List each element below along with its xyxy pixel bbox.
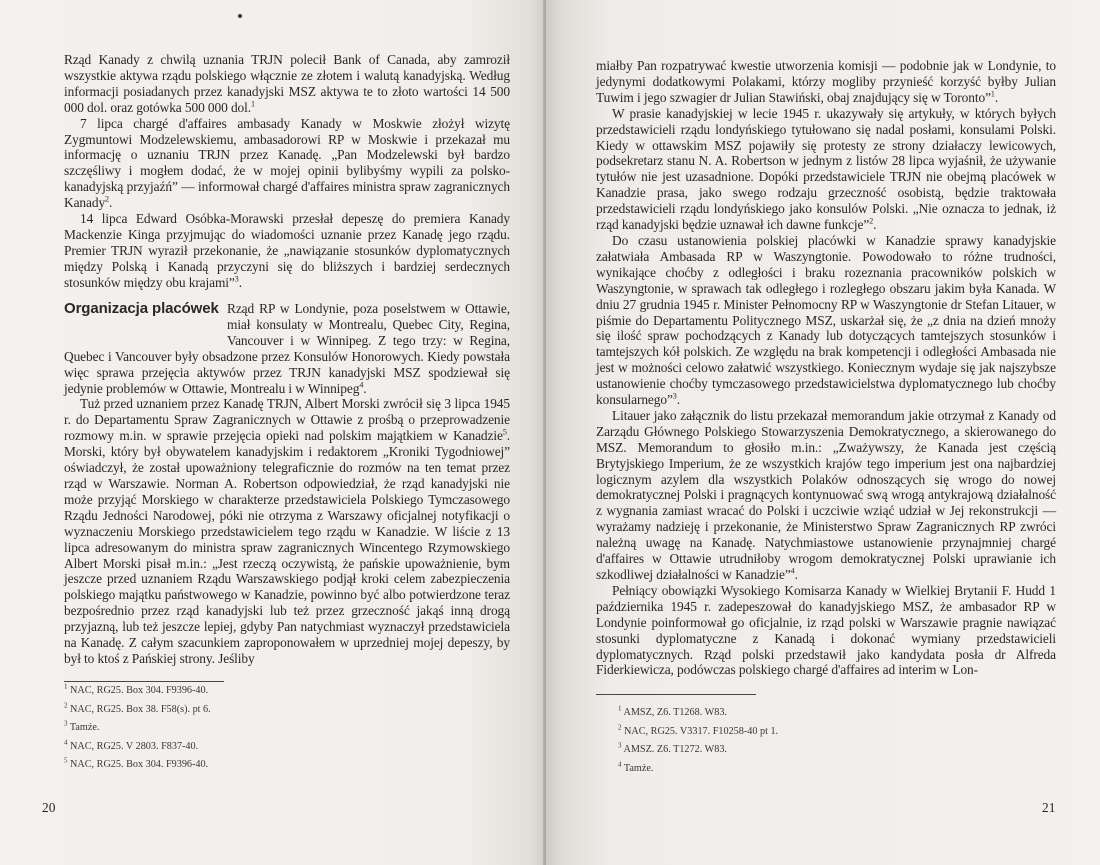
- paragraph-text: W prasie kanadyjskiej w lecie 1945 r. ukazywały się artykuły, w których byłych przedstawicieli rządu londyńskiego tytułowano się nadal posłami, konsulami Polski. Kiedy w ottawskim MSZ pojawiły się protesty ze strony działaczy lewicowych, podsekretarz stanu N. A. Robertson w jednym z listów 28 lipca wyjaśnił, że używanie tytułów nie jest uzasadnione. Dopóki przedstawiciele TRJN nie obejmą placówek w Kanadzie prasa, jako swego rodzaju grzeczność osobistą, będzie traktowała przedstawicieli rządu londyńskiego jako konsulów Polski. „Nie oznacza to jednak, iż rząd kanadyjski będzie uznawał ich dawne funkcje”: [596, 105, 1056, 233]
- paragraph-text: Rząd RP w Londynie, poza poselstwem w Ottawie, miał konsulaty w Montrealu, Quebec City, Regina, Vancouver i w Winnipeg. Z tego trzy: w Regina, Quebec i Vancouver były obsadzone przez Konsulów Honorowych. Kiedy powstała więc sprawa przejęcia aktywów przez TRJN kanadyjski MSZ spodziewał się jedynie problemów w Ottawie, Montrealu i w Winnipeg: [64, 301, 510, 396]
- paragraph: Rząd RP w Londynie, poza poselstwem w Ottawie, miał konsulaty w Montrealu, Quebec City, Regina, Vancouver i w Winnipeg. Z tego trzy: w Regina, Quebec i Vancouver były obsadzone przez Konsulów Honorowych. Kiedy powstała więc sprawa przejęcia aktywów przez TRJN kanadyjski MSZ spodziewał się jedynie problemów w Ottawie, Montrealu i w Winnipeg$^4$.: [64, 301, 510, 396]
- left-footnotes: [64, 682, 211, 775]
- footnote-num: 2: [618, 723, 622, 732]
- paragraph: miałby Pan rozpatrywać kwestie utworzenia komisji — podobnie jak w Londynie, to jedynymi dodatkowymi Polakami, którzy mogliby przynieść korzyść byłby Julian Tuwim i jego szwagier dr Julian Stawiński, obaj znajdujący się w Toronto”$^1$.: [596, 58, 1056, 105]
- footnote-ref: 4: [790, 566, 795, 576]
- footnote: [64, 738, 211, 757]
- paragraph: 7 lipca chargé d'affaires ambasady Kanady w Moskwie złożył wizytę Zygmuntowi Modzelewskiemu, ambasadorowi RP w Moskwie i przekazał mu informację o uznaniu TRJN przez Kanadę. „Pan Modzelewski był bardzo szczęśliwy i mogłem dodać, że w mojej opinii bylibyśmy wypili za polsko-kanadyjską przyjaźń” — informował chargé d'affaires ministra spraw zagranicznych Kanady$^2$.: [64, 115, 510, 211]
- right-body-text: [596, 58, 1056, 678]
- footnote-num: 3: [64, 719, 68, 728]
- footnote-text: NAC, RG25. Box 304. F9396-40.: [70, 759, 209, 770]
- right-page: [546, 0, 1100, 865]
- paragraph: W prasie kanadyjskiej w lecie 1945 r. ukazywały się artykuły, w których byłych przedstawicieli rządu londyńskiego tytułowano się nadal posłami, konsulami Polski. Kiedy w ottawskim MSZ pojawiły się protesty ze strony działaczy lewicowych, podsekretarz stanu N. A. Robertson w jednym z listów 28 lipca wyjaśnił, że używanie tytułów nie jest uzasadnione. Dopóki przedstawiciele TRJN nie obejmą placówek w Kanadzie prasa, jako swego rodzaju grzeczność osobistą, będzie traktowała przedstawicieli rządu londyńskiego jako konsulów Polski. „Nie oznacza to jednak, iż rząd kanadyjski będzie uznawał ich dawne funkcje”$^2$.: [596, 105, 1056, 233]
- footnote-ref: 2: [869, 216, 874, 226]
- footnote-ref: 3: [672, 391, 677, 401]
- footnote: [64, 682, 211, 701]
- footnote: [64, 756, 211, 775]
- footnote: [618, 760, 778, 779]
- footnote-num: 2: [64, 701, 68, 710]
- paragraph: [64, 396, 510, 666]
- footnote: [64, 719, 211, 738]
- section-heading: Organizacja placówek: [64, 300, 219, 317]
- footnote-num: 4: [64, 738, 68, 747]
- footnote: [618, 723, 778, 742]
- section-organizacja: [64, 298, 510, 667]
- footnote-text: NAC, RG25. Box 38. F58(s). pt 6.: [70, 703, 211, 715]
- page-number: 20: [42, 800, 56, 815]
- paragraph-text: Tuż przed uznaniem przez Kanadę TRJN, Albert Morski zwrócił się 3 lipca 1945 r. do Departamentu Spraw Zagranicznych w Ottawie z prośbą o przeprowadzenie rozmowy m.in. w sprawie przejęcia opieki nad polskim majątkiem w Kanadzie: [64, 396, 510, 444]
- footnote-ref: 1: [990, 89, 995, 99]
- footnote-text: NAC, RG25. V 2803. F837-40.: [70, 740, 199, 752]
- footnote-text: AMSZ, Z6. T1268. W83.: [623, 707, 727, 718]
- left-body-text: [64, 52, 510, 291]
- paragraph-text: . Morski, który był obywatelem kanadyjskim i redaktorem „Kroniki Tygodniowej” oświadczył, że został upoważniony telegraficznie do rozmów na ten temat przez rząd w Warszawie. Norman A. Robertson odpowiedział, że rząd kanadyjski nie może przyjąć Morskiego w charakterze przedstawiciela Polskiego Tymczasowego Rządu Jedności Narodowej, póki nie otrzyma z Warszawy oficjalnej notyfikacji o wyznaczeniu Morskiego przedstawicielem tego rządu w Kanadzie. W liście z 13 lipca adresowanym do ministra spraw zagranicznych Wincentego Rzymowskiego Albert Morski pisał m.in.: „Jest rzeczą oczywistą, że pańskie upoważnienie, bym jeszcze przed uznaniem Rządu Warszawskiego podjął kroki celem zabezpieczenia polskiego majątku państwowego w Kanadzie, powinno być albo potwierdzone teraz bezpośrednio przez rząd kanadyjski lub też przez grzeczność jakąś inną drogą przyjazną, lub też jeszcze lepiej, gdyby Pan natychmiast wyznaczył przedstawiciela na Kanadę. Z całym szacunkiem zaproponowałem w uprzedniej mojej depeszy, by był to ktoś z Pańskiej strony. Jeśliby: [64, 428, 510, 666]
- footnote-text: NAC, RG25. Box 304. F9396-40.: [70, 685, 209, 696]
- footnote-text: Tamże.: [623, 762, 654, 774]
- footnote-ref: 5: [502, 427, 507, 437]
- paragraph-text: Rząd Kanady z chwilą uznania TRJN polecił Bank of Canada, aby zamroził wszystkie aktywa rządu polskiego włącznie ze złotem i walutą kanadyjską. Według informacji posiadanych przez kanadyjski MSZ aktywa te to złoto wartości 14 500 000 dol. oraz gotówka 500 000 dol.: [64, 52, 510, 115]
- footnote: [618, 704, 778, 723]
- right-footnotes: [618, 704, 778, 778]
- footnote: [618, 741, 778, 760]
- footnote: [64, 701, 211, 720]
- footnote-num: 5: [64, 756, 68, 765]
- footnote-num: 1: [64, 682, 68, 691]
- footnote-text: Tamże.: [69, 722, 100, 733]
- footnote-num: 1: [618, 704, 622, 713]
- footnote-text: AMSZ. Z6. T1272. W83.: [623, 744, 727, 755]
- footnote-ref: 2: [105, 194, 109, 204]
- paragraph: Do czasu ustanowienia polskiej placówki w Kanadzie sprawy kanadyjskie załatwiała Ambasada RP w Waszyngtonie. Powodowało to różne trudności, wynikające choćby z odległości i braku rozeznania pracowników polskich w Waszyngtonie, w sprawach tak odległego i rozległego obszaru jakim była Kanada. W dniu 27 grudnia 1945 r. Minister Pełnomocny RP w Waszyngtonie dr Stefan Litauer, w piśmie do Departamentu Politycznego MSZ, uskarżał się, że „z dnia na dzień mnoży się ilość spraw pochodzących z Kanady lub dotyczących tamtejszych stosunków i tamtejszych kół polskich. Ze względu na brak kompetencji i odległości Ambasada nie jest w możności celowo załatwić wszystkiego. Koniecznym wydaje się jak najszybsze ustanowienie choćby tymczasowego przedstawicielstwa dyplomatycznego lub choćby konsularnego”$^3$.: [596, 232, 1056, 408]
- paragraph-text: miałby Pan rozpatrywać kwestie utworzenia komisji — podobnie jak w Londynie, to jedynymi dodatkowymi Polakami, którzy mogliby przynieść korzyść byłby Julian Tuwim i jego szwagier dr Julian Stawiński, obaj znajdujący się w Toronto”: [596, 58, 1056, 105]
- paragraph-text: 14 lipca Edward Osóbka-Morawski przesłał depeszę do premiera Kanady Mackenzie Kinga przyjmując do wiadomości uznanie przez Kanadę jego rządu. Premier TRJN wyraził przekonanie, że „nawiązanie stosunków dyplomatycznych między Polską i Kanadą przyczyni się do bliższych i bardziej serdecznych stosunków między obu krajami”: [64, 211, 510, 290]
- paragraph-text: 7 lipca chargé d'affaires ambasady Kanady w Moskwie złożył wizytę Zygmuntowi Modzelewskiemu, ambasadorowi RP w Moskwie i przekazał mu informację o uznaniu TRJN przez Kanadę. „Pan Modzelewski był bardzo szczęśliwy i mogłem dodać, że w mojej opinii bylibyśmy wypili za polsko-kanadyjską przyjaźń” — informował chargé d'affaires ministra spraw zagranicznych Kanady: [64, 115, 510, 211]
- paragraph: Litauer jako załącznik do listu przekazał memorandum jakie otrzymał z Kanady od Zarządu Głównego Polskiego Stowarzyszenia Demokratycznego, a skierowanego do MSZ. Memorandum to głosiło m.in.: „Zważywszy, że Kanada jest częścią Brytyjskiego Imperium, że ze wszystkich krajów tego imperium jest ona najbardziej logicznym azylem dla wszystkich Polaków odnoszących się wrogo do nowej demokratycznej Polski i pragnących kontynuować swą wrogą antykrajową działalność z wygnania zamiast wracać do Polski i uczciwie wziąć udział w Jej rekonstrukcji — wyrażamy nadzieję i przekonanie, że Ministerstwo Spraw Zagranicznych RP zwróci należną uwagę na Kanadę. Natychmiastowe ustanowienie przynajmniej chargé d'affaires w Ottawie utrudniłoby wrogom demokratycznej Polski uprawianie ich szkodliwej działalności w Kanadzie”$^4$.: [596, 407, 1056, 582]
- paragraph: [596, 583, 1056, 678]
- footnote-ref: 4: [359, 380, 364, 390]
- page-number: 21: [1042, 800, 1056, 815]
- paragraph-text: Litauer jako załącznik do listu przekazał memorandum jakie otrzymał z Kanady od Zarządu Głównego Polskiego Stowarzyszenia Demokratycznego, a skierowanego do MSZ. Memorandum to głosiło m.in.: „Zważywszy, że Kanada jest częścią Brytyjskiego Imperium, że ze wszystkich krajów tego imperium jest ona najbardziej logicznym azylem dla wszystkich Polaków odnoszących się wrogo do nowej demokratycznej Polski i pragnących kontynuować swą wrogą antykrajową działalność z wygnania zamiast wracać do Polski i uczciwie wziąć udział w Jej rekonstrukcji — wyrażamy nadzieję i przekonanie, że Ministerstwo Spraw Zagranicznych RP zwróci należną uwagę na Kanadę. Natychmiastowe ustanowienie przynajmniej chargé d'affaires w Ottawie utrudniłoby wrogom demokratycznej Polski uprawianie ich szkodliwej działalności w Kanadzie”: [596, 407, 1056, 582]
- footnote-num: 3: [618, 741, 622, 750]
- paragraph: [64, 52, 510, 116]
- print-mark: [238, 14, 242, 18]
- footnote-rule: [596, 694, 756, 695]
- paragraph-text: Do czasu ustanowienia polskiej placówki w Kanadzie sprawy kanadyjskie załatwiała Ambasada RP w Waszyngtonie. Powodowało to różne trudności, wynikające choćby z odległości i braku rozeznania pracowników polskich w Waszyngtonie, w sprawach tak odległego i rozległego obszaru jakim była Kanada. W dniu 27 grudnia 1945 r. Minister Pełnomocny RP w Waszyngtonie dr Stefan Litauer, w piśmie do Departamentu Politycznego MSZ, uskarżał się, że „z dnia na dzień mnoży się ilość spraw pochodzących z Kanady lub dotyczących tamtejszych stosunków i tamtejszych kół polskich. Ze względu na brak kompetencji i odległości Ambasada nie jest w możności celowo załatwić wszystkiego. Koniecznym wydaje się jak najszybsze ustanowienie choćby tymczasowego przedstawicielstwa dyplomatycznego lub choćby konsularnego”: [596, 232, 1056, 408]
- left-page: [0, 0, 546, 865]
- footnote-ref: 3: [234, 274, 239, 284]
- footnote-text: NAC, RG25. V3317. F10258-40 pt 1.: [624, 725, 779, 737]
- paragraph: 14 lipca Edward Osóbka-Morawski przesłał depeszę do premiera Kanady Mackenzie Kinga przyjmując do wiadomości uznanie przez Kanadę jego rządu. Premier TRJN wyraził przekonanie, że „nawiązanie stosunków dyplomatycznych między Polską i Kanadą przyczyni się do bliższych i bardziej serdecznych stosunków między obu krajami”$^3$.: [64, 211, 510, 290]
- paragraph-text: Pełniący obowiązki Wysokiego Komisarza Kanady w Wielkiej Brytanii F. Hudd 1 października 1945 r. zadepeszował do kanadyjskiego MSZ, że ambasador RP w Londynie poinformował go oficjalnie, iz rząd polski w Warszawie pragnie nawiązać stosunki dyplomatyczne z Kanadą i dokonać wymiany przedstawicieli dyplomatycznych. Rząd polski przedstawił jako kandydata posła dr Alfreda Fiderkiewicza, podówczas polskiego chargé d'affaires ad interim w Lon-: [596, 582, 1056, 678]
- footnote-num: 4: [618, 760, 622, 769]
- footnote-ref: 1: [251, 99, 255, 109]
